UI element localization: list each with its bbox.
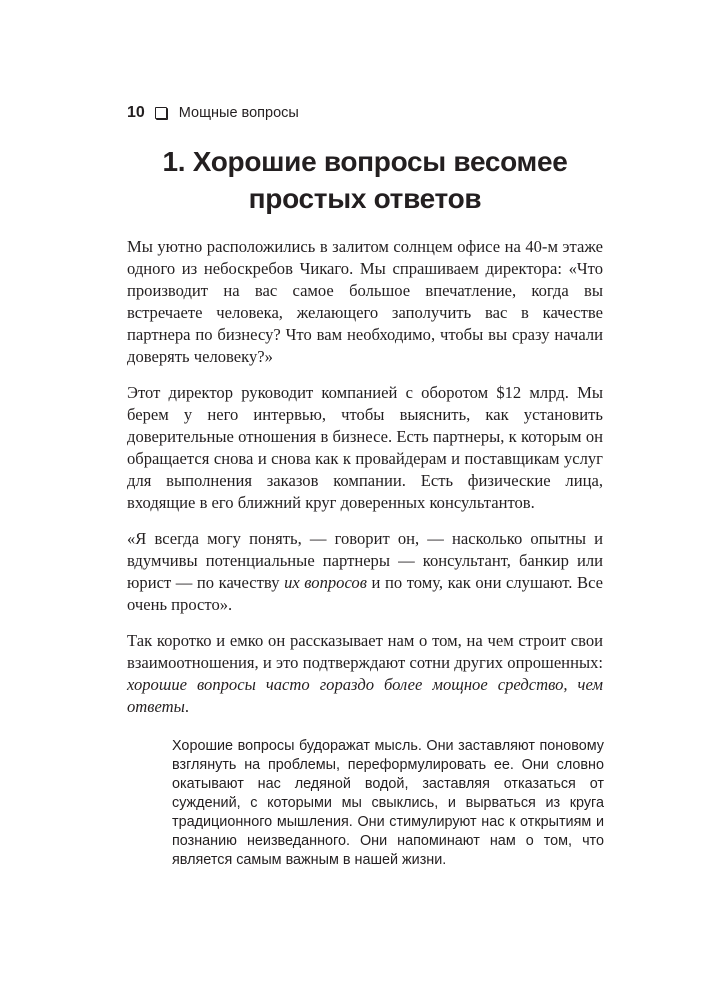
page-number: 10 <box>127 104 145 121</box>
square-box-icon <box>155 107 167 119</box>
paragraph: Этот директор руководит компанией с оборотом $12 млрд. Мы берем у него интервью, чтобы выяснить, как установить доверительные отношения в бизнесе. Есть партнеры, к которым он обращается снова и снова как к провайдерам и поставщикам услуг для выполнения заказов компании. Есть физические лица, входящие в его ближний круг доверенных консультантов. <box>127 383 603 512</box>
body-text <box>127 236 603 732</box>
running-header <box>127 104 299 122</box>
book-title: Мощные вопросы <box>178 105 299 121</box>
paragraph-text: . <box>184 697 190 716</box>
chapter-title: 1. Хорошие вопросы весомее простых ответов <box>162 146 568 214</box>
paragraph-text: Так коротко и емко он рассказывает нам о том, на чем строит свои взаимоотношения, и это подтверждают сотни других опрошенных: <box>127 631 603 672</box>
paragraph <box>127 528 603 616</box>
paragraph-italic: их вопросов <box>284 573 367 592</box>
paragraph <box>127 630 603 718</box>
paragraph-text: «Я всегда могу понять, — говорит он, — насколько опытны и вдумчивы потенциальные партнеры — консультант, банкир или юрист — по качеству <box>127 529 603 592</box>
paragraph-text: и по тому, как они слушают. Все очень просто». <box>127 573 604 614</box>
paragraph-italic: хорошие вопросы часто гораздо более мощное средство, чем ответы <box>127 675 603 716</box>
callout-quote: Хорошие вопросы будоражат мысль. Они заставляют поновому взглянуть на проблемы, переформулировать ее. Они словно окатывают нас ледяной водой, заставляя отказаться от суждений, с которыми мы свыклись, и вырваться из круга традиционного мышления. Они стимулируют нас к открытиям и познанию неизведанного. Они напоминают нам о том, что является самым важным в нашей жизни. <box>172 738 604 868</box>
paragraph: Мы уютно расположились в залитом солнцем офисе на 40-м этаже одного из небоскребов Чикаго. Мы спрашиваем директора: «Что производит на вас самое большое впечатление, когда вы встречаете человека, желающего заполучить вас в качестве партнера по бизнесу? Что вам необходимо, чтобы вы сразу начали доверять человеку?» <box>127 237 603 366</box>
